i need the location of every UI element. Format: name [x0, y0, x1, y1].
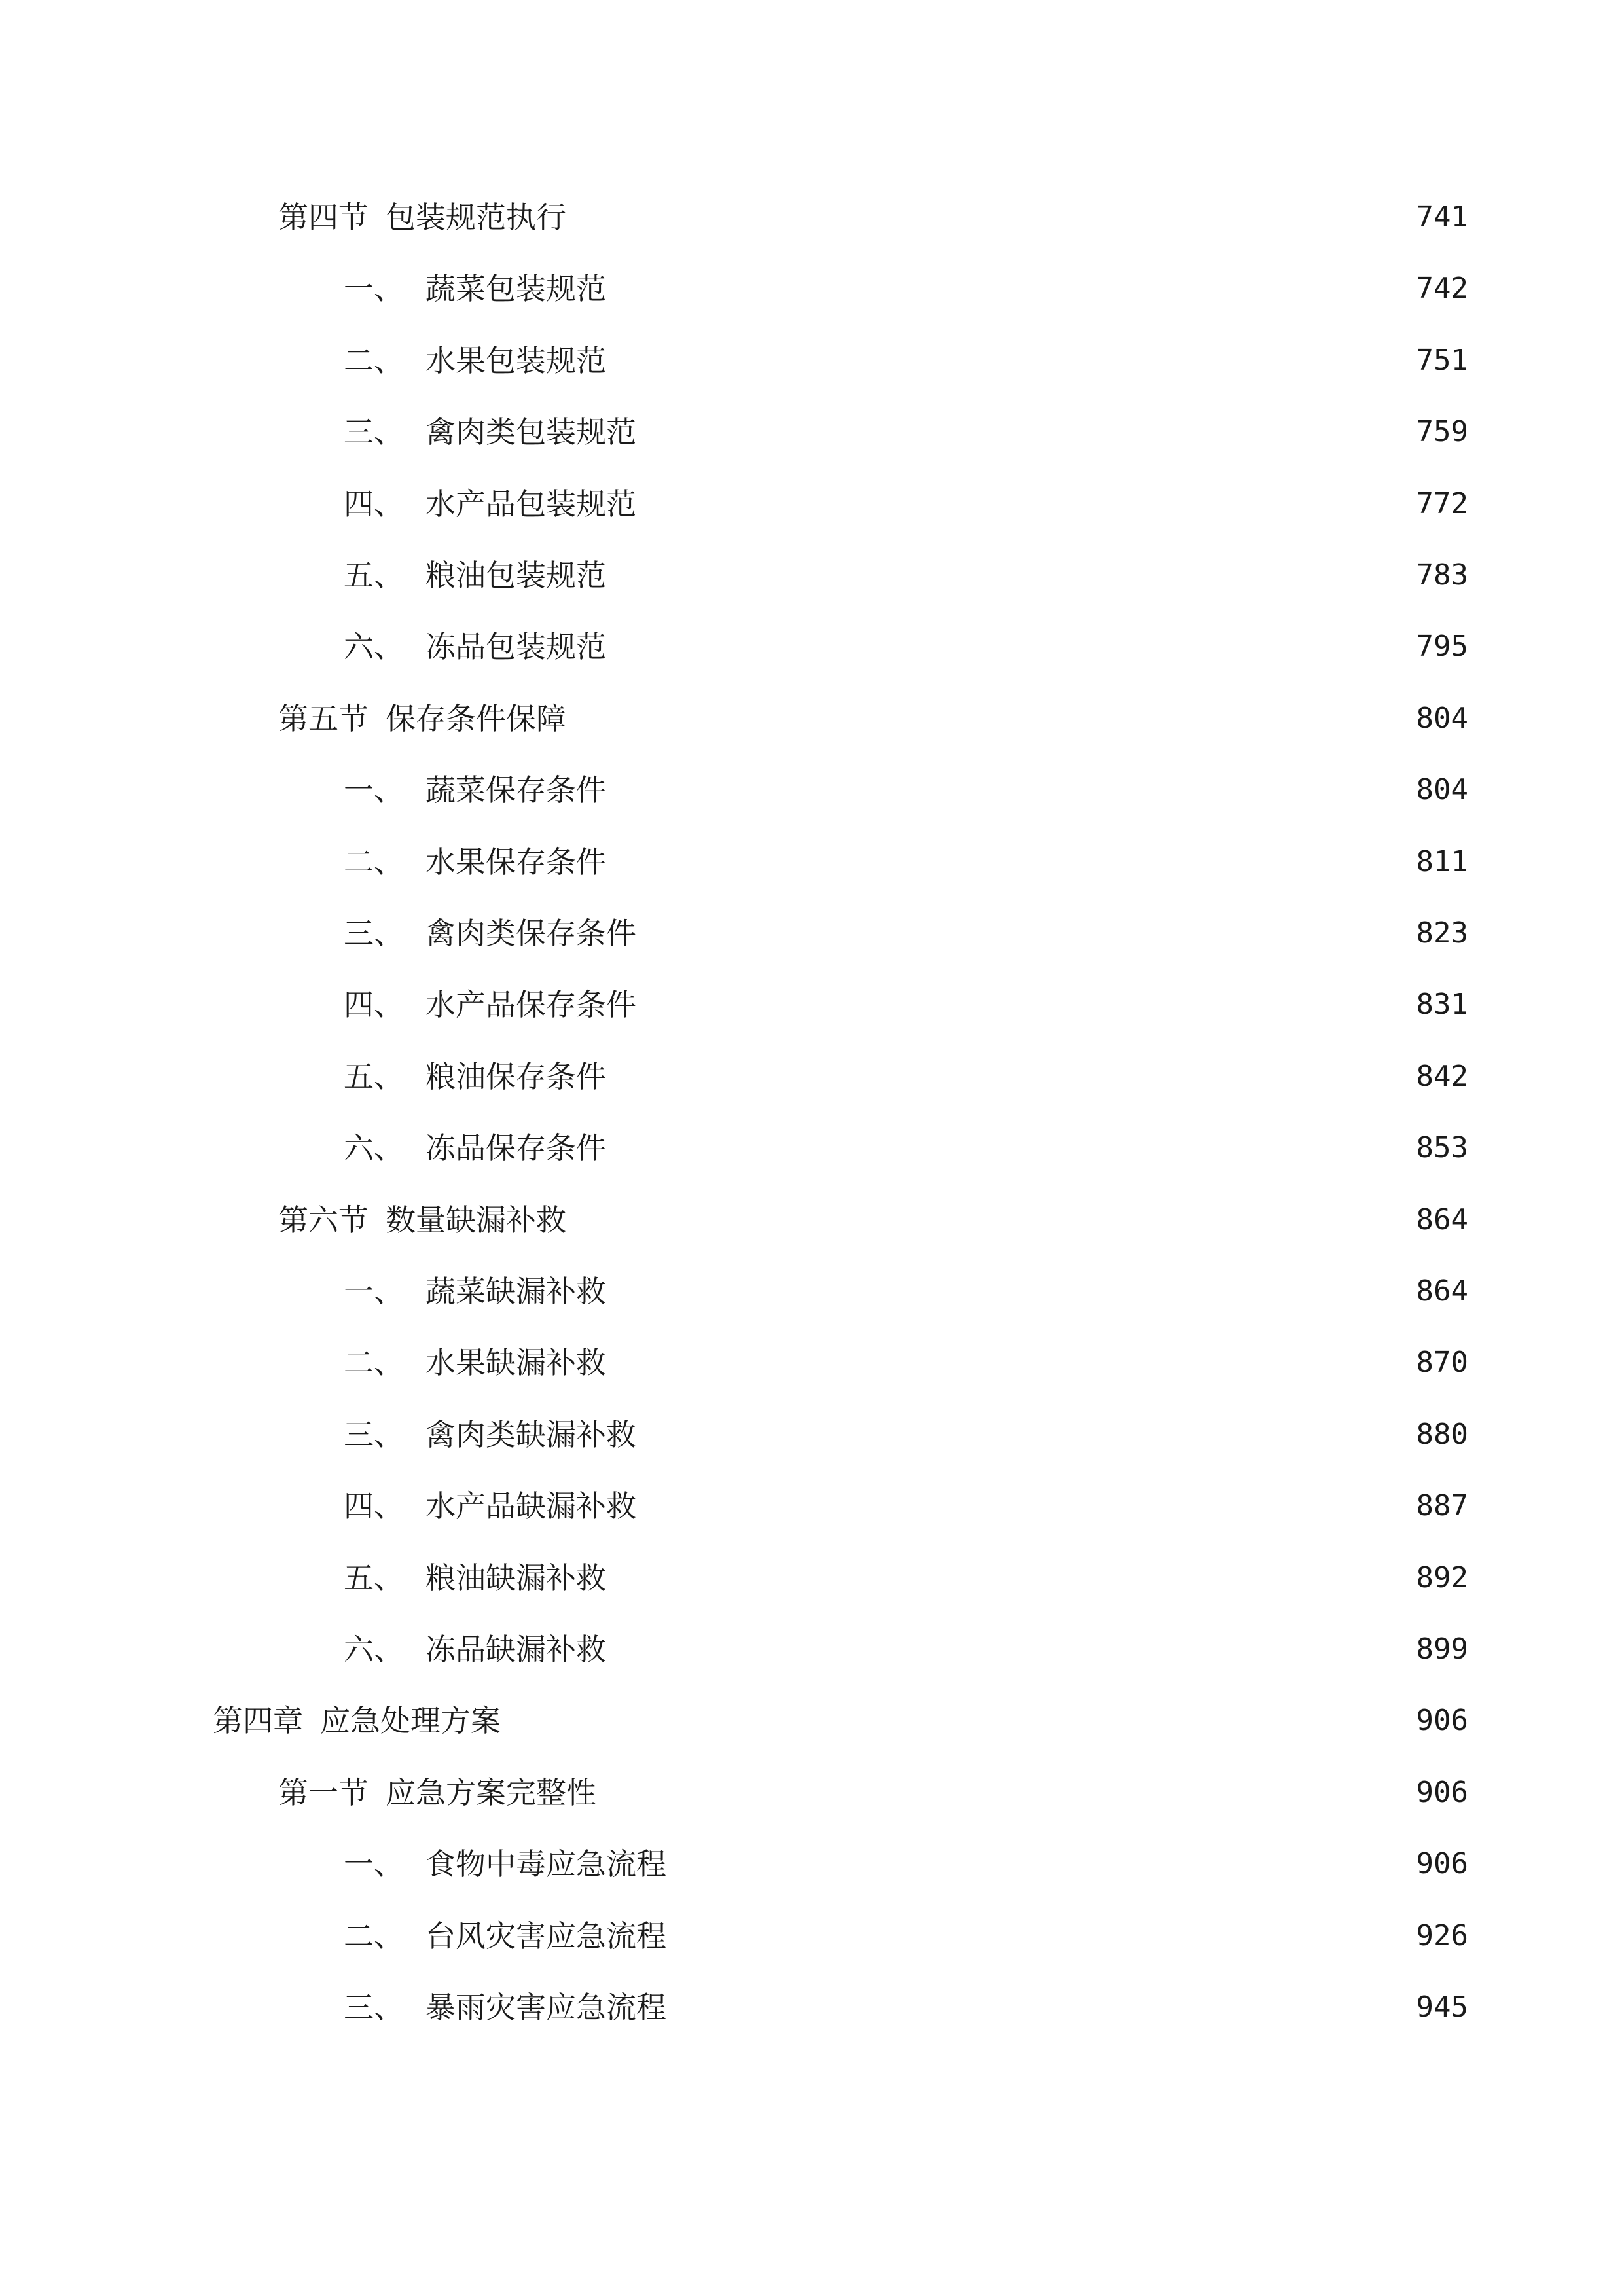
toc-entry-label [344, 1336, 606, 1389]
toc-entry-item[interactable] [344, 1838, 1468, 1890]
dot-leader [575, 692, 1407, 745]
toc-entry-page-number: 759 [1416, 415, 1468, 448]
dot-leader [645, 406, 1407, 458]
toc-entry-page-number: 751 [1416, 344, 1468, 377]
toc-entry-number: 四、 [344, 987, 404, 1022]
toc-entry-number: 第四章 [213, 1703, 303, 1738]
toc-entry-label [344, 1050, 606, 1103]
toc-entry-page-number: 870 [1416, 1346, 1468, 1379]
toc-entry-title: 包装规范执行 [386, 200, 566, 235]
toc-entry-number: 一、 [344, 772, 404, 808]
toc-entry-title: 食物中毒应急流程 [425, 1846, 666, 1882]
toc-entry-title: 水果缺漏补救 [425, 1345, 606, 1380]
toc-entry-section[interactable] [278, 692, 1468, 745]
toc-entry-title: 应急方案完整性 [386, 1775, 596, 1810]
toc-entry-page-number: 864 [1416, 1274, 1468, 1308]
toc-entry-title: 水果包装规范 [425, 343, 606, 378]
toc-entry-page-number: 783 [1416, 558, 1468, 592]
toc-entry-number: 三、 [344, 1417, 404, 1452]
toc-entry-label [344, 1981, 666, 2034]
toc-entry-number: 二、 [344, 844, 404, 880]
toc-entry-title: 禽肉类缺漏补救 [425, 1417, 636, 1452]
toc-entry-item[interactable] [344, 478, 1468, 530]
dot-leader [676, 1910, 1407, 1962]
toc-entry-page-number: 906 [1416, 1704, 1468, 1737]
toc-entry-page-number: 742 [1416, 272, 1468, 305]
toc-entry-label [344, 334, 606, 387]
toc-entry-label [344, 978, 636, 1031]
toc-entry-item[interactable] [344, 1408, 1468, 1461]
toc-entry-item[interactable] [344, 907, 1468, 960]
toc-entry-number: 三、 [344, 916, 404, 951]
toc-entry-item[interactable] [344, 836, 1468, 888]
dot-leader [575, 1194, 1407, 1246]
toc-entry-title: 数量缺漏补救 [386, 1202, 566, 1238]
dot-leader [676, 1838, 1407, 1890]
toc-entry-page-number: 741 [1416, 200, 1468, 234]
toc-entry-page-number: 772 [1416, 487, 1468, 520]
toc-entry-title: 冻品保存条件 [425, 1130, 606, 1166]
toc-entry-label [213, 1695, 501, 1747]
toc-entry-number: 五、 [344, 1059, 404, 1094]
toc-entry-label [278, 1767, 596, 1819]
toc-entry-title: 暴雨灾害应急流程 [425, 1990, 666, 2025]
toc-entry-label [344, 1623, 606, 1676]
toc-entry-title: 水产品保存条件 [425, 987, 636, 1022]
dot-leader [676, 1981, 1407, 2034]
toc-entry-item[interactable] [344, 549, 1468, 601]
toc-entry-item[interactable] [344, 1122, 1468, 1174]
toc-entry-title: 水果保存条件 [425, 844, 606, 880]
dot-leader [575, 191, 1407, 243]
toc-entry-title: 应急处理方案 [320, 1703, 501, 1738]
toc-entry-section[interactable] [278, 1767, 1468, 1819]
toc-entry-title: 粮油保存条件 [425, 1059, 606, 1094]
toc-entry-page-number: 906 [1416, 1776, 1468, 1809]
toc-entry-page-number: 811 [1416, 845, 1468, 878]
dot-leader [615, 620, 1407, 673]
toc-entry-number: 第一节 [278, 1775, 369, 1810]
dot-leader [615, 1623, 1407, 1676]
dot-leader [645, 1480, 1407, 1532]
toc-entry-item[interactable] [344, 406, 1468, 458]
toc-entry-page-number: 892 [1416, 1561, 1468, 1594]
toc-entry-page-number: 899 [1416, 1632, 1468, 1666]
toc-entry-label [344, 549, 606, 601]
toc-entry-title: 禽肉类包装规范 [425, 414, 636, 450]
toc-entry-number: 五、 [344, 1560, 404, 1596]
toc-entry-item[interactable] [344, 1265, 1468, 1318]
toc-entry-label [344, 1838, 666, 1890]
toc-entry-number: 二、 [344, 1345, 404, 1380]
toc-entry-number: 四、 [344, 1488, 404, 1524]
toc-entry-number: 六、 [344, 1632, 404, 1667]
toc-entry-title: 粮油缺漏补救 [425, 1560, 606, 1596]
toc-entry-page-number: 906 [1416, 1847, 1468, 1880]
toc-entry-label [344, 262, 606, 315]
toc-entry-number: 四、 [344, 486, 404, 522]
toc-entry-title: 水产品包装规范 [425, 486, 636, 522]
toc-entry-item[interactable] [344, 1480, 1468, 1532]
toc-entry-page-number: 795 [1416, 630, 1468, 663]
toc-entry-item[interactable] [344, 1050, 1468, 1103]
toc-entry-label [344, 1480, 636, 1532]
toc-entry-page-number: 945 [1416, 1990, 1468, 2024]
dot-leader [615, 334, 1407, 387]
toc-entry-number: 六、 [344, 1130, 404, 1166]
toc-entry-label [344, 764, 606, 816]
toc-entry-label [344, 907, 636, 960]
toc-entry-number: 五、 [344, 558, 404, 593]
toc-entry-number: 第六节 [278, 1202, 369, 1238]
toc-entry-page-number: 853 [1416, 1131, 1468, 1164]
toc-entry-number: 二、 [344, 343, 404, 378]
toc-entry-title: 水产品缺漏补救 [425, 1488, 636, 1524]
dot-leader [510, 1695, 1407, 1747]
toc-entry-number: 第四节 [278, 200, 369, 235]
toc-entry-page-number: 831 [1416, 988, 1468, 1021]
dot-leader [645, 907, 1407, 960]
dot-leader [615, 836, 1407, 888]
toc-entry-item[interactable] [344, 1552, 1468, 1604]
dot-leader [615, 262, 1407, 315]
toc-entry-label [344, 1408, 636, 1461]
toc-entry-title: 保存条件保障 [386, 701, 566, 736]
toc-entry-label [344, 1265, 606, 1318]
toc-entry-item[interactable] [344, 1623, 1468, 1676]
toc-entry-page-number: 804 [1416, 702, 1468, 735]
toc-entry-label [344, 478, 636, 530]
dot-leader [645, 478, 1407, 530]
toc-entry-page-number: 926 [1416, 1919, 1468, 1952]
toc-entry-label [344, 1910, 666, 1962]
toc-entry-label [278, 1194, 566, 1246]
toc-entry-label [344, 406, 636, 458]
toc-entry-page-number: 804 [1416, 773, 1468, 806]
toc-entry-number: 第五节 [278, 701, 369, 736]
toc-entry-title: 冻品缺漏补救 [425, 1632, 606, 1667]
toc-entry-title: 蔬菜保存条件 [425, 772, 606, 808]
toc-entry-item[interactable] [344, 262, 1468, 315]
toc-entry-label [278, 692, 566, 745]
toc-entry-item[interactable] [344, 1336, 1468, 1389]
toc-entry-section[interactable] [278, 191, 1468, 243]
toc-entry-label [344, 1122, 606, 1174]
toc-entry-number: 三、 [344, 414, 404, 450]
toc-entry-title: 禽肉类保存条件 [425, 916, 636, 951]
toc-entry-number: 一、 [344, 1274, 404, 1309]
toc-entry-number: 一、 [344, 1846, 404, 1882]
toc-entry-item[interactable] [344, 978, 1468, 1031]
dot-leader [615, 1050, 1407, 1103]
toc-entry-section[interactable] [278, 1194, 1468, 1246]
toc-entry-chapter[interactable] [213, 1695, 1468, 1747]
dot-leader [605, 1767, 1407, 1819]
dot-leader [615, 1336, 1407, 1389]
toc-entry-page-number: 842 [1416, 1060, 1468, 1093]
dot-leader [615, 764, 1407, 816]
toc-entry-page-number: 880 [1416, 1418, 1468, 1451]
toc-entry-number: 二、 [344, 1918, 404, 1954]
toc-entry-page-number: 864 [1416, 1203, 1468, 1236]
toc-entry-title: 冻品包装规范 [425, 629, 606, 664]
toc-entry-title: 粮油包装规范 [425, 558, 606, 593]
toc-entry-item[interactable] [344, 1981, 1468, 2034]
dot-leader [615, 549, 1407, 601]
toc-entry-title: 蔬菜缺漏补救 [425, 1274, 606, 1309]
toc-entry-number: 六、 [344, 629, 404, 664]
toc-entry-item[interactable] [344, 620, 1468, 673]
toc-entry-item[interactable] [344, 334, 1468, 387]
toc-entry-number: 一、 [344, 271, 404, 306]
toc-entry-label [344, 836, 606, 888]
toc-entry-label [344, 1552, 606, 1604]
toc-entry-page-number: 887 [1416, 1489, 1468, 1522]
toc-entry-title: 蔬菜包装规范 [425, 271, 606, 306]
dot-leader [645, 1408, 1407, 1461]
toc-entry-item[interactable] [344, 1910, 1468, 1962]
toc-entry-label [344, 620, 606, 673]
toc-entry-page-number: 823 [1416, 916, 1468, 950]
toc-entry-title: 台风灾害应急流程 [425, 1918, 666, 1954]
toc-entry-number: 三、 [344, 1990, 404, 2025]
dot-leader [615, 1265, 1407, 1318]
dot-leader [615, 1122, 1407, 1174]
toc-entry-item[interactable] [344, 764, 1468, 816]
toc-entry-label [278, 191, 566, 243]
dot-leader [645, 978, 1407, 1031]
dot-leader [615, 1552, 1407, 1604]
